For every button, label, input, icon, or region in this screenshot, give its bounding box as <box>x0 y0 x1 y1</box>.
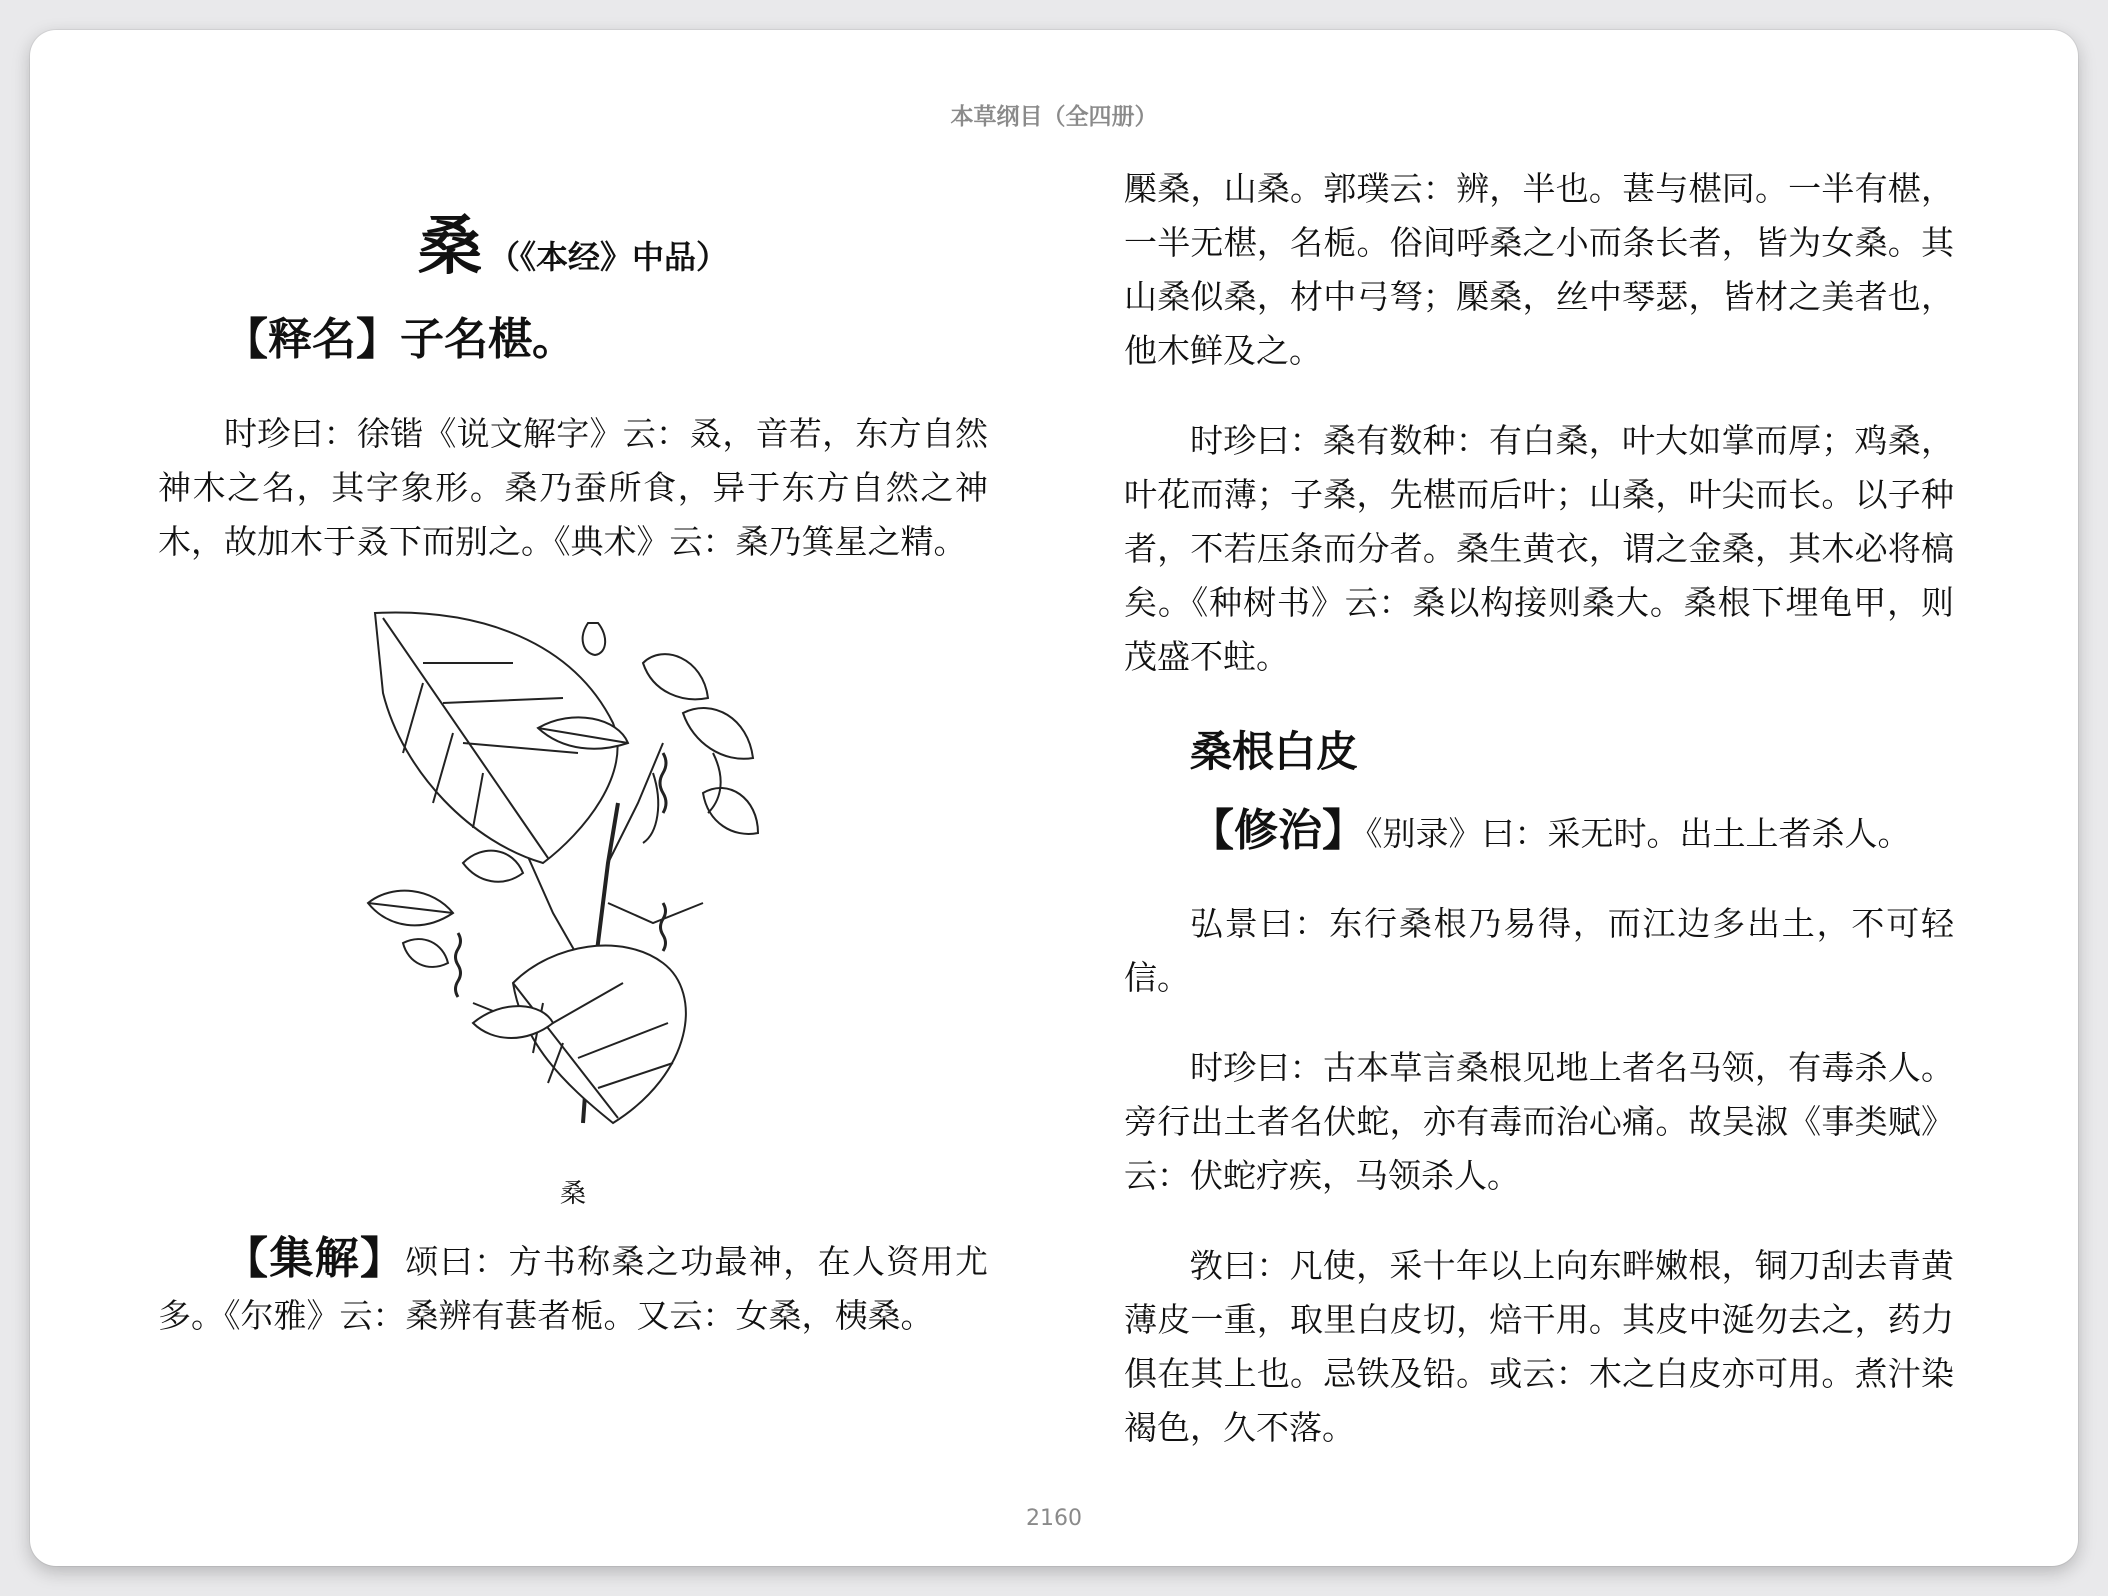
jijie-text: 颂曰：方书称桑之功最神，在人资用尤多。《尔雅》云：桑辨有葚者栀。又云：女桑，桋桑。 <box>158 1242 989 1335</box>
entry-title: 桑 <box>417 210 482 284</box>
xiuzhi-paragraph <box>1124 804 1954 861</box>
jijie-label: 【集解】 <box>224 1233 406 1284</box>
xiuzhi-text: 《别录》曰：采无时。出土上者杀人。 <box>1366 814 1911 853</box>
right-paragraph-3: 弘景曰：东行桑根乃易得，而江边多出土，不可轻信。 <box>1124 904 1954 997</box>
right-paragraph-4: 时珍曰：古本草言桑根见地上者名马领，有毒杀人。旁行出土者名伏蛇，亦有毒而治心痛。故吴淑《事类赋》云：伏蛇疗疾，马领杀人。 <box>1124 1048 1954 1195</box>
entry-source: （《本经》中品） <box>487 238 728 276</box>
shiming-paragraph: 时珍曰：徐锴《说文解字》云：叒，音若，东方自然神木之名，其字象形。桑乃蚕所食，异于东方自然之神木，故加木于叒下而别之。《典术》云：桑乃箕星之精。 <box>158 414 988 561</box>
right-page <box>1124 162 1954 1455</box>
reader-window <box>30 30 2078 1566</box>
mulberry-illustration <box>363 603 783 1133</box>
book-title: 本草纲目（全四册） <box>950 104 1158 130</box>
right-paragraph-2: 时珍曰：桑有数种：有白桑，叶大如掌而厚；鸡桑，叶花而薄；子桑，先椹而后叶；山桑，叶尖而长。以子种者，不若压条而分者。桑生黄衣，谓之金桑，其木必将槁矣。《种树书》云：桑以构接则桑大。桑根下埋龟甲，则茂盛不蛀。 <box>1124 421 1954 676</box>
left-page <box>158 195 988 1343</box>
right-paragraph-1: 檿桑，山桑。郭璞云：辨，半也。葚与椹同。一半有椹，一半无椹，名栀。俗间呼桑之小而条长者，皆为女桑。其山桑似桑，材中弓弩；檿桑，丝中琴瑟，皆材之美者也，他木鲜及之。 <box>1124 169 1954 370</box>
entry-heading <box>158 195 988 305</box>
figure-caption: 桑 <box>559 1179 586 1209</box>
shiming-heading: 【释名】子名椹。 <box>224 314 576 365</box>
subheading-sanggen-baipi: 桑根白皮 <box>1190 727 1359 776</box>
xiuzhi-label: 【修治】 <box>1190 805 1366 856</box>
mulberry-figure <box>158 603 988 1210</box>
right-paragraph-5: 敩曰：凡使，采十年以上向东畔嫩根，铜刀刮去青黄薄皮一重，取里白皮切，焙干用。其皮中涎勿去之，药力俱在其上也。忌铁及铅。或云：木之白皮亦可用。煮汁染褐色，久不落。 <box>1124 1246 1954 1447</box>
jijie-paragraph <box>158 1232 988 1343</box>
page-number: 2160 <box>1026 1506 1082 1531</box>
